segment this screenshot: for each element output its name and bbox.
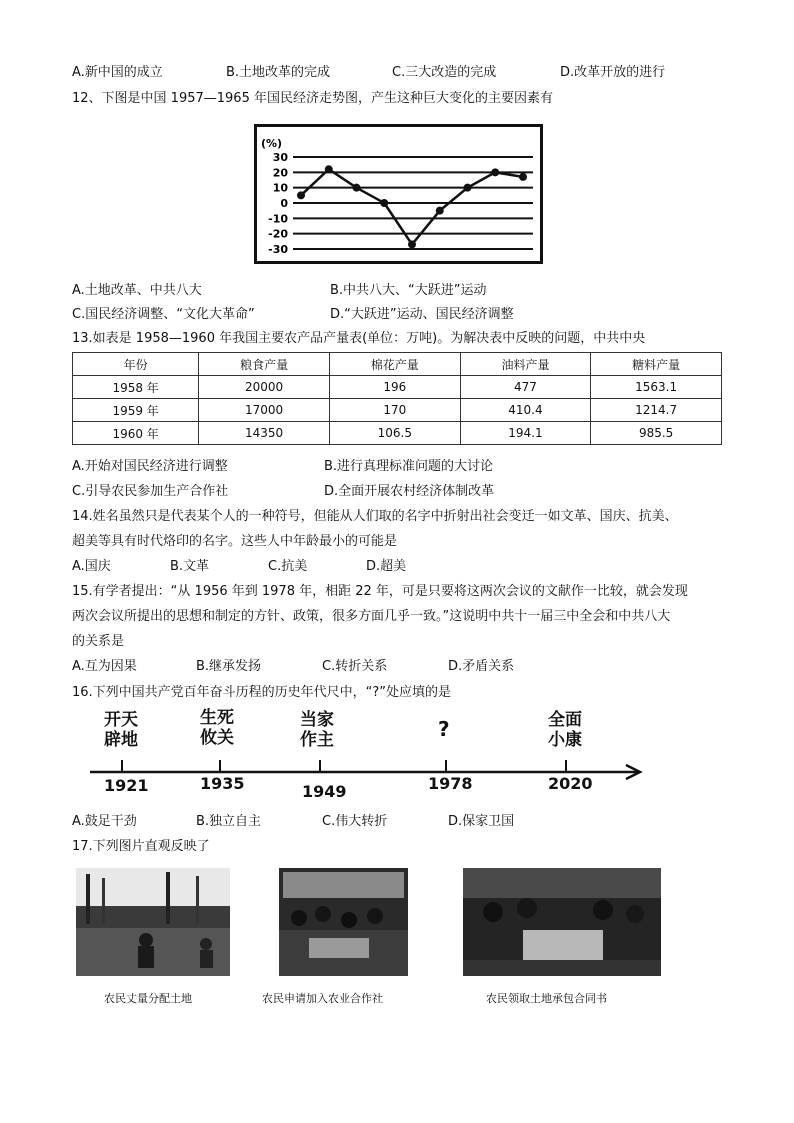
q15-stem-line2: 两次会议所提出的思想和制定的方针、政策，很多方面几乎一致。”这说明中共十一届三中全会和中共八大 — [72, 609, 671, 624]
timeline-year: 1978 — [428, 774, 473, 793]
chart-y-tick-label: 20 — [272, 166, 288, 180]
table-cell: 14350 — [199, 422, 330, 445]
photo-cooperative-application — [279, 868, 408, 976]
table-header: 糖料产量 — [591, 353, 722, 376]
q11-option-b: B.土地改革的完成 — [226, 65, 331, 80]
q16-option-a: A.鼓足干劲 — [72, 814, 137, 829]
table-cell: 477 — [460, 376, 591, 399]
q11-option-c: C.三大改造的完成 — [392, 65, 497, 80]
timeline-label-line: 攸关 — [200, 728, 234, 748]
chart-data-point — [491, 168, 499, 176]
timeline-label-line: 全面 — [548, 710, 582, 730]
timeline-label-1935 — [200, 708, 234, 748]
table-header: 棉花产量 — [329, 353, 460, 376]
timeline-label-line: ? — [438, 717, 450, 741]
table-cell: 196 — [329, 376, 460, 399]
timeline-axis-svg — [76, 708, 724, 804]
timeline-label-line: 当家 — [300, 710, 334, 730]
chart-y-tick-label: -10 — [268, 212, 288, 226]
timeline-year: 1949 — [302, 782, 347, 801]
farm-production-table — [72, 352, 722, 445]
q14-option-a: A.国庆 — [72, 559, 111, 574]
table-cell: 1214.7 — [591, 399, 722, 422]
q16-stem: 16.下列中国共产党百年奋斗历程的历史年代尺中，“?”处应填的是 — [72, 685, 452, 700]
timeline-label-line: 作主 — [300, 730, 334, 750]
table-cell: 1960 年 — [73, 422, 199, 445]
timeline-label-1921 — [104, 710, 138, 750]
table-header: 油料产量 — [460, 353, 591, 376]
q15-option-d: D.矛盾关系 — [448, 659, 515, 674]
table-header: 年份 — [73, 353, 199, 376]
chart-data-point — [519, 173, 527, 181]
history-timeline — [76, 708, 724, 804]
q17-stem: 17.下列图片直观反映了 — [72, 839, 210, 854]
table-cell: 194.1 — [460, 422, 591, 445]
table-cell: 985.5 — [591, 422, 722, 445]
table-cell: 410.4 — [460, 399, 591, 422]
q12-option-d: D.“大跃进”运动、国民经济调整 — [330, 307, 514, 322]
q13-option-b: B.进行真理标准问题的大讨论 — [324, 459, 494, 474]
q15-stem-line1: 15.有学者提出：“从 1956 年到 1978 年，相距 22 年，可是只要将这两次会议的文献作一比较，就会发现 — [72, 584, 688, 599]
chart-data-point — [380, 199, 388, 207]
table-header-row — [73, 353, 722, 376]
q12-option-a: A.土地改革、中共八大 — [72, 283, 202, 298]
q16-option-b: B.独立自主 — [196, 814, 262, 829]
timeline-label-1949 — [300, 710, 334, 750]
q12-option-b: B.中共八大、“大跃进”运动 — [330, 283, 487, 298]
table-cell: 20000 — [199, 376, 330, 399]
timeline-label-line: 生死 — [200, 708, 234, 728]
chart-data-point — [464, 184, 472, 192]
q13-stem: 13.如表是 1958—1960 年我国主要农产品产量表(单位：万吨)。为解决表中反映的问题，中共中央 — [72, 331, 646, 346]
chart-y-unit-label: (%) — [261, 137, 283, 150]
timeline-label-line: 开天 — [104, 710, 138, 730]
table-cell: 1563.1 — [591, 376, 722, 399]
photo-caption-3: 农民领取土地承包合同书 — [486, 992, 607, 1005]
q14-option-b: B.文革 — [170, 559, 210, 574]
q13-option-d: D.全面开展农村经济体制改革 — [324, 484, 495, 499]
table-cell: 106.5 — [329, 422, 460, 445]
table-cell: 17000 — [199, 399, 330, 422]
q11-option-d: D.改革开放的进行 — [560, 65, 666, 80]
chart-data-point — [408, 240, 416, 248]
q11-option-a: A.新中国的成立 — [72, 65, 163, 80]
chart-y-tick-label: 0 — [280, 197, 288, 210]
chart-data-point — [297, 191, 305, 199]
photo-land-distribution — [76, 868, 230, 976]
q14-stem-line1: 14.姓名虽然只是代表某个人的一种符号，但能从人们取的名字中折射出社会变迁一如文革、国庆、抗美、 — [72, 509, 678, 524]
timeline-year: 1935 — [200, 774, 245, 793]
q14-option-d: D.超美 — [366, 559, 407, 574]
q13-option-c: C.引导农民参加生产合作社 — [72, 484, 229, 499]
economy-trend-chart — [254, 124, 543, 264]
chart-y-tick-label: 10 — [272, 181, 288, 195]
photo-land-contract — [463, 868, 661, 976]
chart-y-tick-label: -20 — [268, 227, 288, 241]
q12-stem: 12、下图是中国 1957—1965 年国民经济走势图，产生这种巨大变化的主要因素有 — [72, 91, 553, 106]
chart-y-tick-label: -30 — [268, 243, 288, 256]
photo-caption-1: 农民丈量分配土地 — [104, 992, 192, 1005]
photo-caption-2: 农民申请加入农业合作社 — [262, 992, 383, 1005]
timeline-label-line: 小康 — [548, 730, 582, 750]
table-header: 粮食产量 — [199, 353, 330, 376]
q15-option-c: C.转折关系 — [322, 659, 388, 674]
q16-option-c: C.伟大转折 — [322, 814, 388, 829]
q15-stem-line3: 的关系是 — [72, 634, 125, 649]
timeline-question-mark — [438, 718, 450, 740]
timeline-label-2020 — [548, 710, 582, 750]
chart-y-tick-label: 30 — [272, 151, 288, 164]
table-row — [73, 399, 722, 422]
q15-option-b: B.继承发扬 — [196, 659, 262, 674]
q16-option-d: D.保家卫国 — [448, 814, 515, 829]
q12-option-c: C.国民经济调整、“文化大革命” — [72, 307, 255, 322]
q15-option-a: A.互为因果 — [72, 659, 137, 674]
q14-stem-line2: 超美等具有时代烙印的名字。这些人中年龄最小的可能是 — [72, 534, 398, 549]
table-cell: 1959 年 — [73, 399, 199, 422]
timeline-year: 2020 — [548, 774, 593, 793]
table-cell: 1958 年 — [73, 376, 199, 399]
chart-data-point — [325, 165, 333, 173]
timeline-year: 1921 — [104, 776, 149, 795]
table-row — [73, 422, 722, 445]
table-row — [73, 376, 722, 399]
timeline-label-line: 辟地 — [104, 730, 138, 750]
q14-option-c: C.抗美 — [268, 559, 308, 574]
chart-data-point — [353, 184, 361, 192]
table-cell: 170 — [329, 399, 460, 422]
q13-option-a: A.开始对国民经济进行调整 — [72, 459, 228, 474]
chart-data-point — [436, 207, 444, 215]
economy-trend-svg — [257, 127, 540, 261]
